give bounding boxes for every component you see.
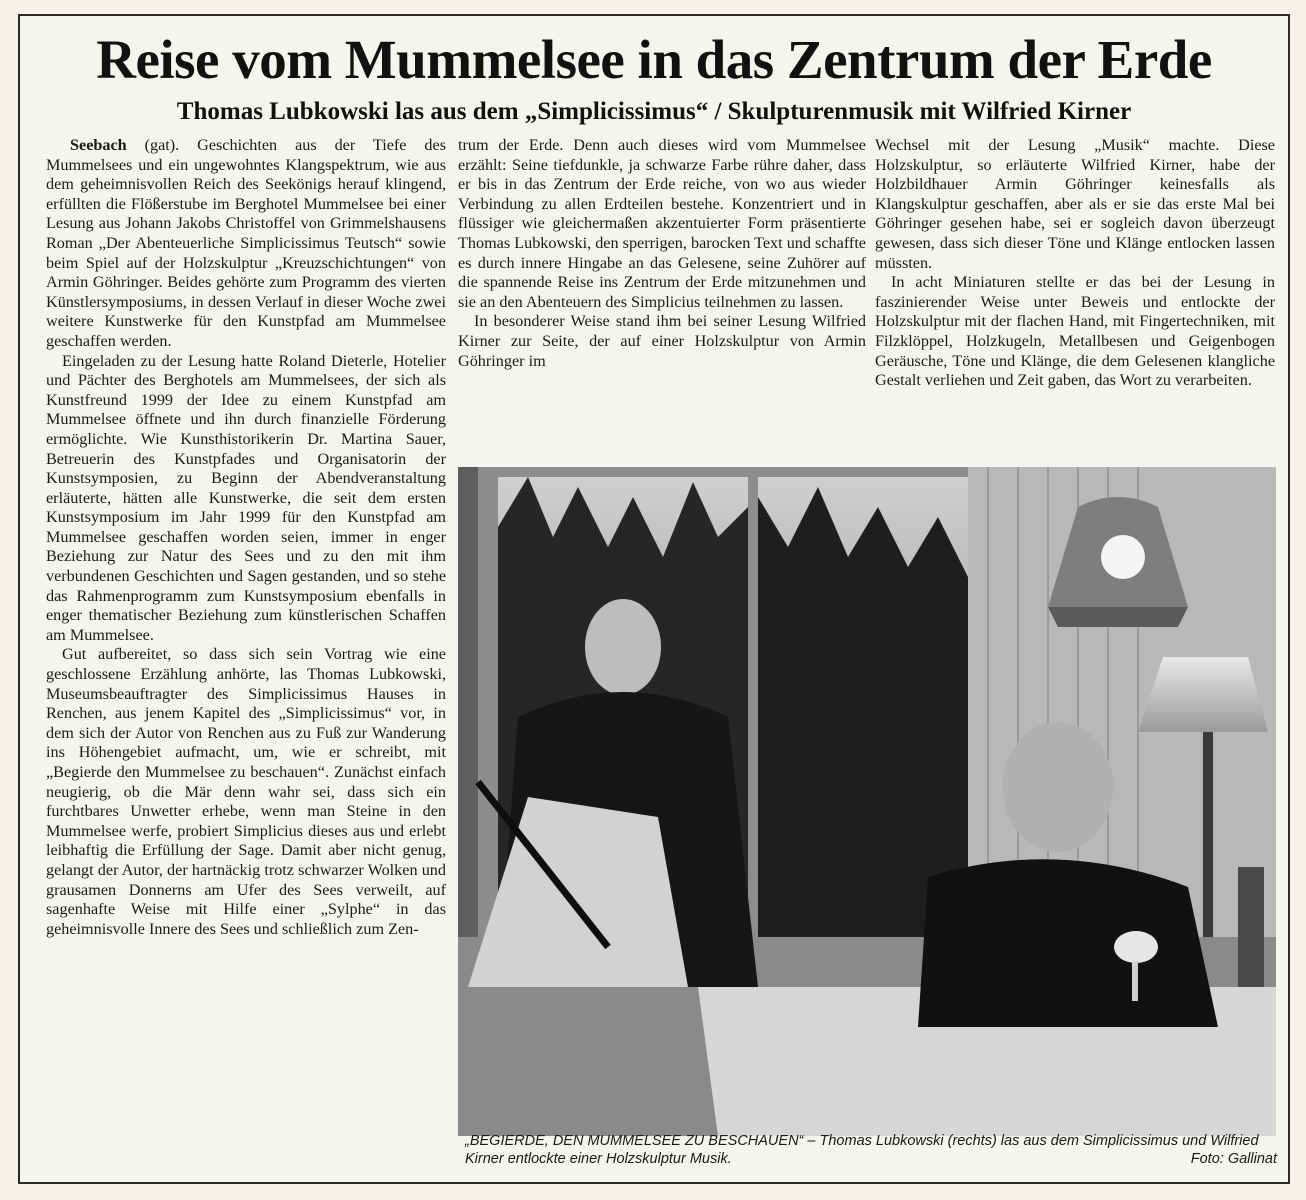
- paragraph: Wechsel mit der Lesung „Musik“ machte. Diese Holzskulptur, so erläuterte Wilfried Kirner, habe der Holzbildhauer Armin Göhringer keinesfalls als Klangskulptur geschaffen, aber als er sie das erste Mal bei Göhringer gesehen habe, sei er sogleich davon überzeugt gewesen, dass sich dieser Töne und Klänge entlocken lassen müssten.: [875, 136, 1275, 272]
- photo-illustration: [458, 467, 1276, 1136]
- headline: Reise vom Mummelsee in das Zentrum der Erde: [96, 29, 1212, 90]
- caption-text: „BEGIERDE, DEN MUMMELSEE ZU BESCHAUEN“ – Thomas Lubkowski (rechts) las aus dem Simplicissimus und Wilfried Kirner entlockte einer Holzskulptur Musik.: [465, 1133, 1259, 1167]
- paragraph: Gut aufbereitet, so dass sich sein Vortrag wie eine geschlossene Erzählung anhörte, las Thomas Lubkowski, Museumsbeauftragter des Simplicissimus Hauses in Renchen, aus jenem Kapitel des „Simplicissimus“ vor, in dem sich der Autor von Renchen aus zu Fuß zur Wanderung ins Höhengebiet aufmacht, um, wie er schreibt, mit „Begierde den Mummelsee zu beschauen“. Zunächst einfach neugierig, ob die Mär denn wahr sei, dass sich ein furchtbares Unwetter erhebe, wenn man Steine in den Mummelsee werfe, probiert Simplicius dieses aus und erlebt leibhaftig die Erfüllung der Sage. Damit aber nicht genug, gelangt der Autor, der hartnäckig trotz schwarzer Wolken und grausamen Donnerns am Ufer des Sees verweilt, auf sagenhafte Weise mit Hilfe einer „Sylphe“ in das geheimnisvolle Innere des Sees und schließlich zum Zen-: [46, 645, 446, 938]
- paragraph: [46, 136, 446, 352]
- article-column-2: [458, 136, 866, 476]
- newspaper-clipping: [18, 14, 1290, 1184]
- paragraph-text: (gat). Geschichten aus der Tiefe des Mummelsees und ein ungewohntes Klangspektrum, wie aus dem geheimnisvollen Reich des Seekönigs herauf klingend, erfüllten die Flößerstube im Berghotel Mummelsee bei einer Lesung aus Johann Jakobs Christoffel von Grimmelshausens Roman „Der Abenteuerliche Simplicissimus Teutsch“ sowie beim Spiel auf der Holzskulptur „Kreuzschichtungen“ von Armin Göhringer. Beides gehörte zum Programm des vierten Künstlersymposiums, in dessen Verlauf in dieser Woche zwei weitere Kunstwerke für den Kunstpfad am Mummelsee geschaffen werden.: [46, 136, 446, 350]
- paragraph: In besonderer Weise stand ihm bei seiner Lesung Wilfried Kirner zur Seite, der auf einer Holzskulptur von Armin Göhringer im: [458, 312, 866, 370]
- paragraph: In acht Miniaturen stellte er das bei der Lesung in faszinierender Weise unter Beweis und entlockte der Holzskulptur mit der flachen Hand, mit Fingertechniken, mit Filzklöppel, Holzkugeln, Metallbesen und Geigenbogen Geräusche, Töne und Klänge, die dem Gelesenen klangliche Gestalt verliehen und Zeit gaben, das Wort zu verarbeiten.: [875, 273, 1275, 390]
- article-column-1: [46, 136, 446, 1181]
- paragraph: trum der Erde. Denn auch dieses wird vom Mummelsee erzählt: Seine tiefdunkle, ja schwarze Farbe rühre daher, dass er bis in das Zentrum der Erde reiche, von wo aus wieder Verbindung zu allen Erdteilen bestehe. Konzentriert und in flüssiger wie gleichermaßen akzentuierter Form präsentierte Thomas Lubkowski, den sperrigen, barocken Text und schaffte es durch innere Hingabe an das Gelesene, seine Zuhörer auf die spannende Reise ins Zentrum der Erde mitzunehmen und sie an den Abenteuern des Simplicius teilnehmen zu lassen.: [458, 136, 866, 311]
- photo-caption: [465, 1132, 1277, 1168]
- dateline: Seebach: [70, 136, 127, 154]
- photo-credit: Foto: Gallinat: [1190, 1151, 1277, 1167]
- paragraph: Eingeladen zu der Lesung hatte Roland Dieterle, Hotelier und Pächter des Berghotels am Mummelsees, der sich als Kunstfreund 1999 der Idee zu einem Kunstpfad am Mummelsee öffnete und ihn durch finanzielle Förderung ermöglichte. Wie Kunsthistorikerin Dr. Martina Sauer, Betreuerin des Kunstpfades und Organisatorin der Kunstsymposien, zu Beginn der Abendveranstaltung erläuterte, hätten alle Kunstwerke, die seit dem ersten Kunstsymposium im Jahr 1999 für den Kunstpfad am Mummelsee geschaffen worden seien, immer in enger Beziehung zur Natur des Sees und zu den mit ihm verbundenen Geschichten und Sagen gestanden, und so stehe das Rahmenprogramm zum Kunstsymposium ebenfalls in enger thematischer Beziehung zum künstlerischen Schaffen am Mummelsee.: [46, 351, 446, 644]
- article-photo: [458, 467, 1276, 1136]
- subheadline: Thomas Lubkowski las aus dem „Simplicissimus“ / Skulpturenmusik mit Wilfried Kirner: [176, 98, 1132, 125]
- article-column-3: [875, 136, 1275, 476]
